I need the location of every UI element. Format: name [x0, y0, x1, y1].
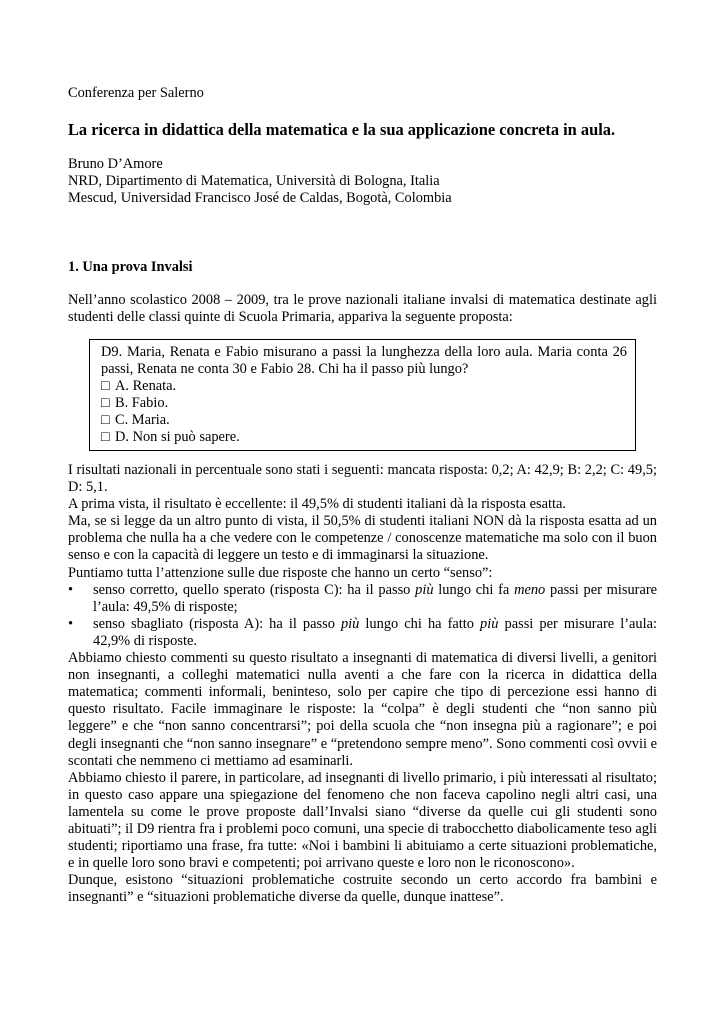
- emphasis: più: [340, 615, 360, 632]
- question-text: D9. Maria, Renata e Fabio misurano a passi la lunghezza della loro aula. Maria conta 26 passi, Renata ne conta 30 e Fabio 28. Chi ha il passo più lungo?: [101, 344, 627, 378]
- intro-paragraph: Nell’anno scolastico 2008 – 2009, tra le prove nazionali italiane invalsi di matematica destinate agli studenti delle classi quinte di Scuola Primaria, appariva la seguente proposta:: [68, 292, 657, 326]
- bullet-text-part: passi per misurare l’aula: 49,5% di risposte;: [93, 581, 658, 615]
- bullet-item-wrong: [68, 616, 657, 650]
- answer-option: [101, 412, 627, 429]
- bullet-text-part: senso corretto, quello sperato (risposta C): ha il passo: [93, 581, 416, 598]
- emphasis: più: [415, 581, 434, 598]
- answer-option-label: A. Renata.: [115, 378, 177, 395]
- attention-paragraph: Puntiamo tutta l’attenzione sulle due risposte che hanno un certo “senso”:: [68, 564, 493, 581]
- teachers-paragraph: Abbiamo chiesto il parere, in particolare, ad insegnanti di livello primario, i più interessati al risultato; in questo caso appare una spiegazione del fenomeno che non faceva capolino negli altri casi, una lamentela su come le prove proposte dall’Invalsi siano “diverse da quelle cui gli studenti sono abituati”; il D9 rientra fra i problemi poco comuni, una specie di trabocchetto diabolicamente teso agli studenti; riportiamo una frase, fra tutte: «Noi i bambini li abituiamo a certe situazioni problematiche, e in quelle loro sono bravi e competenti; poi arrivano queste e loro non le riconoscono».: [68, 769, 658, 872]
- answer-option: [101, 429, 627, 446]
- answer-option: [101, 378, 627, 395]
- conference-line: Conferenza per Salerno: [68, 85, 204, 101]
- answer-option-label: D. Non si può sapere.: [115, 429, 240, 446]
- bullet-icon: •: [68, 581, 74, 598]
- bullet-text-part: passi per misurare l’aula: 42,9% di risposte.: [93, 615, 657, 649]
- answer-option-label: C. Maria.: [115, 412, 170, 429]
- answer-option-label: B. Fabio.: [115, 395, 169, 412]
- author-affiliation-1: NRD, Dipartimento di Matematica, Università di Bologna, Italia: [68, 173, 440, 190]
- bullet-text: [93, 616, 657, 650]
- comments-paragraph: Abbiamo chiesto commenti su questo risultato a insegnanti di matematica di diversi livelli, a genitori non insegnanti, a colleghi matematici nulla aventi a che fare con la ricerca in didattica della matematica; commenti informali, beninteso, solo per capire che tipo di percezione essi hanno di questo risultato. Facile immaginare le risposte: la “colpa” è degli studenti che “non sanno più leggere” e che “non sanno concentrarsi”; poi della scuola che “non insegna più a ragionare”; e poi degli insegnanti che “non sanno insegnare” e “pretendono sempre meno”. Sono commenti così ovvii e scontati che nemmeno ci mettiamo ad esaminarli.: [68, 650, 657, 769]
- question-box: [89, 339, 636, 451]
- bullet-text-part: lungo chi fa: [433, 581, 515, 598]
- section-heading: 1. Una prova Invalsi: [68, 259, 193, 275]
- bullet-item-correct: [68, 582, 657, 616]
- bullet-text-part: senso sbagliato (risposta A): ha il passo: [93, 615, 341, 632]
- emphasis: meno: [514, 581, 546, 598]
- bullet-icon: •: [68, 615, 74, 632]
- author-block: [68, 156, 452, 207]
- author-affiliation-2: Mescud, Universidad Francisco José de Caldas, Bogotà, Colombia: [68, 190, 452, 207]
- bullet-text-part: lungo chi ha fatto: [359, 615, 481, 632]
- author-name: Bruno D’Amore: [68, 156, 163, 172]
- bullet-text: [93, 582, 657, 616]
- other-view-paragraph: Ma, se si legge da un altro punto di vista, il 50,5% di studenti italiani NON dà la risposta esatta ad un problema che nulla ha a che vedere con le competenze / conoscenze matematiche ma solo con il buon senso e con la capacità di leggere un testo e di immaginarsi la situazione.: [68, 513, 657, 564]
- page-title: La ricerca in didattica della matematica e la sua applicazione concreta in aula.: [68, 120, 616, 139]
- checkbox-icon: □: [101, 429, 110, 446]
- checkbox-icon: □: [101, 395, 110, 412]
- body-text: [68, 462, 657, 906]
- answer-option: [101, 395, 627, 412]
- checkbox-icon: □: [101, 412, 110, 429]
- results-paragraph: I risultati nazionali in percentuale sono stati i seguenti: mancata risposta: 0,2; A: 42,9; B: 2,2; C: 49,5; D: 5,1.: [68, 462, 657, 496]
- emphasis: più: [480, 615, 499, 632]
- checkbox-icon: □: [101, 378, 110, 395]
- conclusion-paragraph: Dunque, esistono “situazioni problematiche costruite secondo un certo accordo fra bambini e insegnanti” e “situazioni problematiche diverse da quelle, dunque inattese”.: [68, 872, 657, 906]
- first-view-paragraph: A prima vista, il risultato è eccellente: il 49,5% di studenti italiani dà la risposta esatta.: [68, 496, 566, 513]
